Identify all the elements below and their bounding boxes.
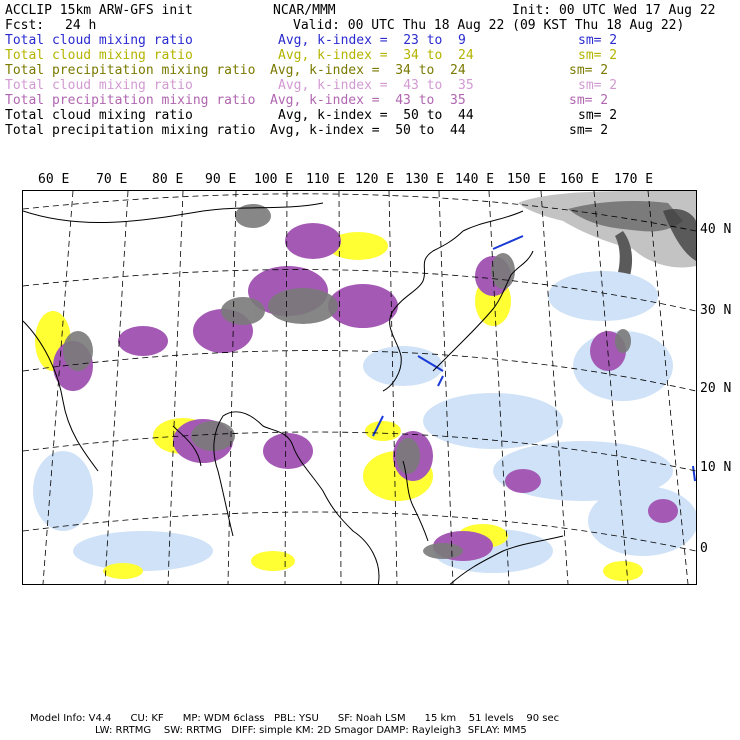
legend-name: Total precipitation mixing ratio xyxy=(5,93,256,108)
lon-label: 170 E xyxy=(614,172,654,187)
legend-avg: Avg, k-index = 50 to 44 xyxy=(278,108,474,123)
lon-label: 150 E xyxy=(507,172,547,187)
lon-label: 70 E xyxy=(96,172,128,187)
map-canvas xyxy=(23,191,696,584)
legend-name: Total cloud mixing ratio xyxy=(5,108,193,123)
institution-label: NCAR/MMM xyxy=(273,3,336,18)
lon-label: 160 E xyxy=(560,172,600,187)
forecast-hour: 24 h xyxy=(65,18,97,33)
legend-name: Total precipitation mixing ratio xyxy=(5,123,256,138)
lat-label: 0 xyxy=(700,541,708,556)
legend-avg: Avg, k-index = 43 to 35 xyxy=(278,78,474,93)
model-title: ACCLIP 15km ARW-GFS init xyxy=(5,3,193,18)
legend-name: Total cloud mixing ratio xyxy=(5,48,193,63)
lon-label: 80 E xyxy=(152,172,184,187)
lon-label: 130 E xyxy=(405,172,445,187)
lat-label: 40 N xyxy=(700,222,732,237)
model-info-line2: LW: RRTMG SW: RRTMG DIFF: simple KM: 2D Smagor DAMP: Rayleigh3 SFLAY: MM5 xyxy=(95,725,527,736)
init-time: Init: 00 UTC Wed 17 Aug 22 xyxy=(512,3,716,18)
legend-sm: sm= 2 xyxy=(569,93,609,108)
legend-name: Total cloud mixing ratio xyxy=(5,33,193,48)
legend-sm: sm= 2 xyxy=(578,48,618,63)
legend-sm: sm= 2 xyxy=(578,78,618,93)
legend-name: Total cloud mixing ratio xyxy=(5,78,193,93)
legend-avg: Avg, k-index = 50 to 44 xyxy=(270,123,466,138)
forecast-label: Fcst: xyxy=(5,18,45,33)
lon-label: 100 E xyxy=(254,172,294,187)
legend-sm: sm= 2 xyxy=(569,123,609,138)
model-info-line1: Model Info: V4.4 CU: KF MP: WDM 6class PBL: YSU SF: Noah LSM 15 km 51 levels 90 sec xyxy=(30,713,560,724)
lon-label: 60 E xyxy=(38,172,70,187)
lon-label: 90 E xyxy=(205,172,237,187)
forecast-map xyxy=(22,190,697,585)
legend-name: Total precipitation mixing ratio xyxy=(5,63,256,78)
lat-label: 20 N xyxy=(700,381,732,396)
legend-avg: Avg, k-index = 34 to 24 xyxy=(270,63,466,78)
lon-label: 120 E xyxy=(355,172,395,187)
valid-time: Valid: 00 UTC Thu 18 Aug 22 (09 KST Thu 18 Aug 22) xyxy=(293,18,685,33)
legend-sm: sm= 2 xyxy=(578,108,618,123)
lat-label: 30 N xyxy=(700,303,732,318)
lon-label: 140 E xyxy=(455,172,495,187)
lat-label: 10 N xyxy=(700,460,732,475)
legend-sm: sm= 2 xyxy=(578,33,618,48)
legend-avg: Avg, k-index = 34 to 24 xyxy=(278,48,474,63)
legend-sm: sm= 2 xyxy=(569,63,609,78)
lon-label: 110 E xyxy=(306,172,346,187)
legend-avg: Avg, k-index = 43 to 35 xyxy=(270,93,466,108)
legend-avg: Avg, k-index = 23 to 9 xyxy=(278,33,466,48)
